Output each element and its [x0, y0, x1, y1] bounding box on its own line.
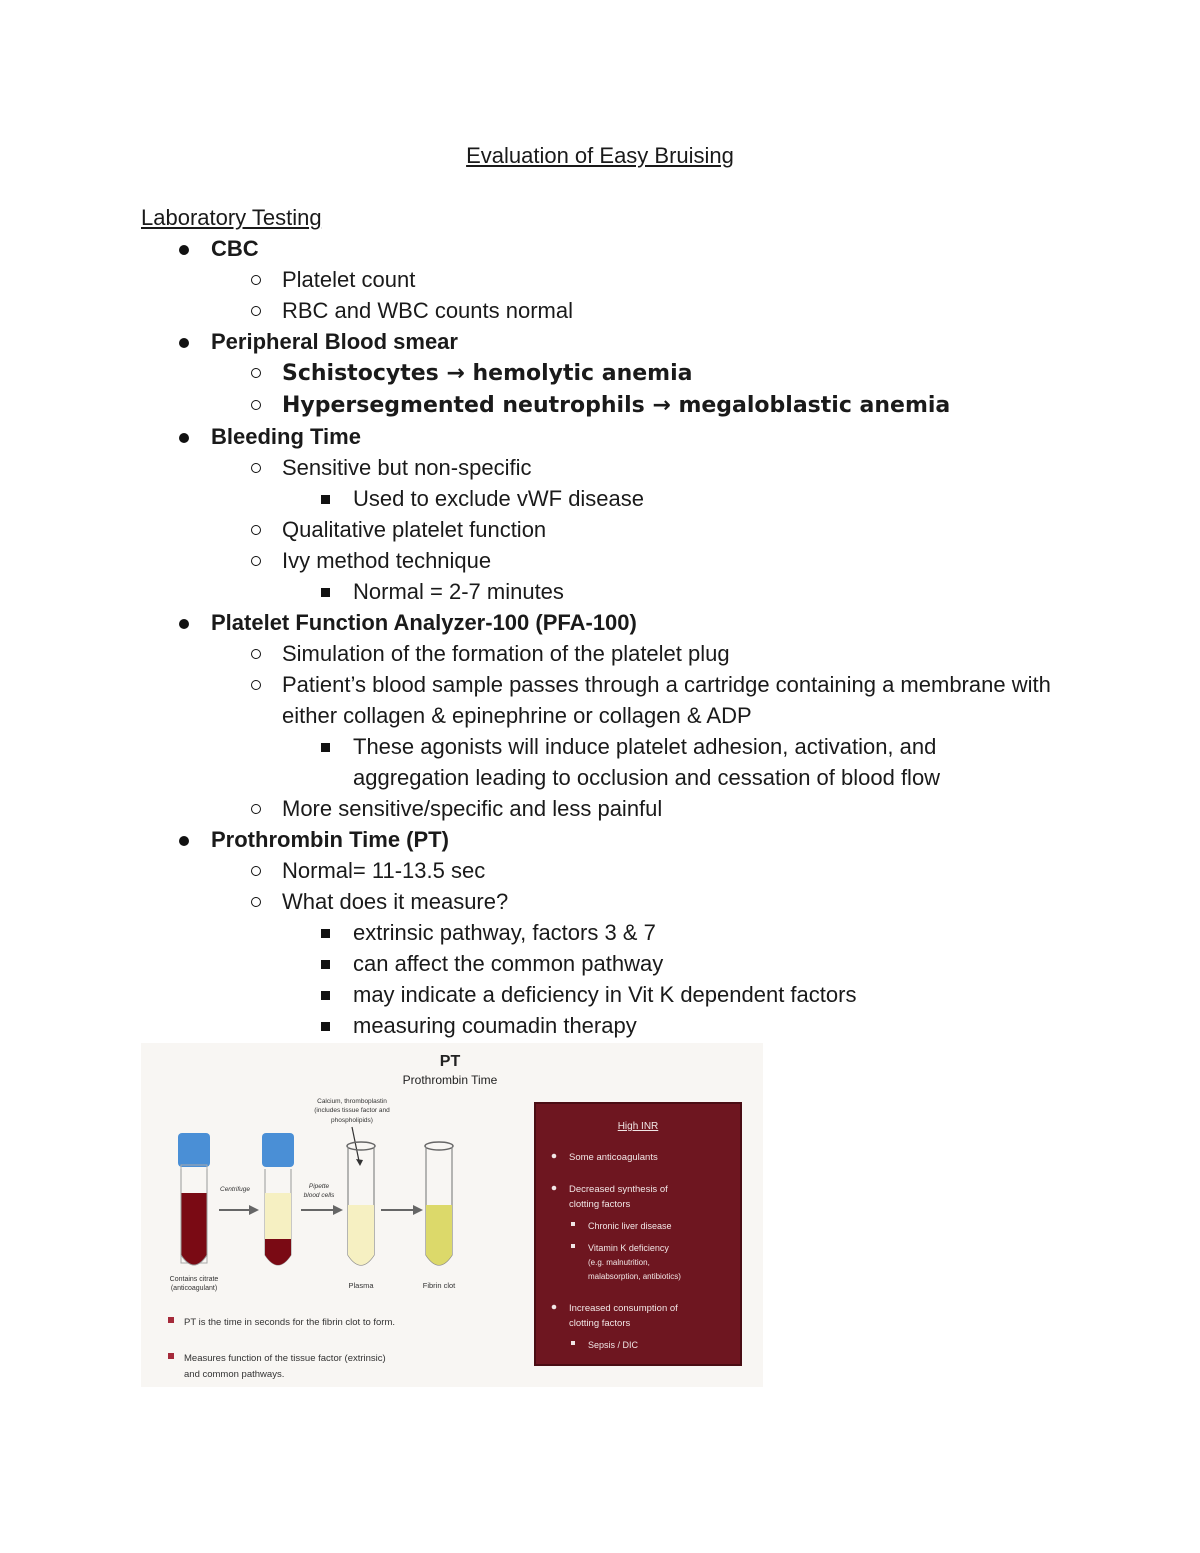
outline-detail: can affect the common pathway	[282, 948, 1200, 979]
pt-figure	[141, 1043, 763, 1387]
outline-subitem	[211, 669, 1072, 793]
box-bullet-icon	[552, 1154, 557, 1159]
outline-item	[0, 326, 1200, 421]
step-label: Centrifuge	[220, 1186, 250, 1193]
box-sub-bullet-icon	[571, 1244, 575, 1248]
arrowhead-icon	[249, 1205, 259, 1215]
outline-detail: Used to exclude vWF disease	[282, 483, 1200, 514]
outline-subitem	[211, 886, 1200, 1041]
figure-note: PT is the time in seconds for the fibrin clot to form.	[184, 1317, 396, 1328]
box-item: Increased consumption of	[569, 1303, 678, 1314]
box-sub-item: (e.g. malnutrition,	[588, 1258, 650, 1267]
note-bullet-icon	[168, 1317, 174, 1323]
prothrombin-time-diagram	[141, 1043, 763, 1387]
outline-item	[0, 824, 1200, 1041]
outline-detail: may indicate a deficiency in Vit K dependent factors	[282, 979, 1200, 1010]
box-item: Some anticoagulants	[569, 1152, 658, 1163]
outline-subitem	[211, 545, 1200, 607]
outline-detail: extrinsic pathway, factors 3 & 7	[282, 917, 1200, 948]
outline-subitem-label: More sensitive/specific and less painful	[282, 796, 663, 821]
outline-detail: Normal = 2-7 minutes	[282, 576, 1200, 607]
outline-subitem	[211, 855, 1200, 886]
outline-item	[0, 233, 1200, 326]
arrowhead-icon	[413, 1205, 423, 1215]
arrowhead-icon	[333, 1205, 343, 1215]
box-sub-item: Vitamin K deficiency	[588, 1243, 669, 1253]
outline-subitem-label: Normal= 11-13.5 sec	[282, 858, 486, 883]
note-bullet-icon	[168, 1353, 174, 1359]
reagent-label: (includes tissue factor and	[314, 1107, 390, 1114]
outline-item	[0, 421, 1200, 607]
outline-detail: These agonists will induce platelet adhesion, activation, and aggregation leading to occlusion and cessation of blood flow	[282, 731, 1053, 793]
box-item: clotting factors	[569, 1318, 631, 1329]
arrowhead-icon	[356, 1159, 363, 1166]
blood-tube-icon	[178, 1133, 210, 1265]
outline-detail: measuring coumadin therapy	[282, 1010, 1200, 1041]
outline-subitem-label: Schistocytes → hemolytic anemia	[282, 361, 693, 386]
section-heading: Laboratory Testing	[141, 205, 322, 230]
reagent-label: Calcium, thromboplastin	[317, 1098, 387, 1105]
step-label: blood cells	[303, 1192, 335, 1199]
outline-item-label: Bleeding Time	[211, 424, 361, 449]
tube-label: Plasma	[348, 1281, 374, 1290]
outline-subitem	[211, 389, 1200, 421]
figure-title: PT	[439, 1053, 461, 1070]
box-heading: High INR	[617, 1121, 659, 1132]
outline-item-label: CBC	[211, 236, 259, 261]
box-item: clotting factors	[569, 1199, 631, 1210]
outline-item	[0, 607, 1200, 824]
document-title: Evaluation of Easy Bruising	[466, 143, 734, 168]
outline-subitem-label: What does it measure?	[282, 889, 509, 914]
high-inr-box	[535, 1103, 741, 1365]
outline-subitem-label: Ivy method technique	[282, 548, 492, 573]
reagent-arrow	[352, 1127, 359, 1161]
outline-subitem	[211, 295, 1200, 326]
reagent-label: phospholipids)	[331, 1117, 373, 1124]
tube-label: Contains citrate	[169, 1276, 219, 1283]
outline-item-label: Peripheral Blood smear	[211, 329, 458, 354]
outline-subitem-label: Qualitative platelet function	[282, 517, 547, 542]
outline-subitem	[211, 452, 1200, 514]
figure-note: and common pathways.	[184, 1369, 285, 1380]
outline-subitem-label: Simulation of the formation of the platelet plug	[282, 641, 730, 666]
outline-subitem-label: Sensitive but non-specific	[282, 455, 532, 480]
box-sub-bullet-icon	[571, 1222, 575, 1226]
outline-subitem	[211, 264, 1200, 295]
outline-subitem	[211, 638, 1200, 669]
centrifuged-tube-icon	[262, 1133, 294, 1265]
step-label: Pipette	[308, 1183, 330, 1190]
figure-note: Measures function of the tissue factor (extrinsic)	[184, 1353, 386, 1364]
outline-item-label: Prothrombin Time (PT)	[211, 827, 449, 852]
outline-subitem-label: Hypersegmented neutrophils → megaloblastic anemia	[282, 393, 951, 418]
box-sub-item: Chronic liver disease	[588, 1221, 672, 1231]
box-item: Decreased synthesis of	[569, 1184, 668, 1195]
box-bullet-icon	[552, 1186, 557, 1191]
box-bullet-icon	[552, 1305, 557, 1310]
laboratory-testing-list	[0, 233, 1200, 1041]
tube-label: (anticoagulant)	[170, 1285, 218, 1292]
outline-item-label: Platelet Function Analyzer-100 (PFA-100)	[211, 610, 637, 635]
box-sub-item: malabsorption, antibiotics)	[588, 1272, 681, 1281]
outline-subitem	[211, 793, 1200, 824]
tube-label: Fibrin clot	[422, 1281, 456, 1290]
outline-subitem	[211, 357, 1200, 389]
outline-subitem-label: RBC and WBC counts normal	[282, 298, 573, 323]
outline-subitem-label: Patient’s blood sample passes through a cartridge containing a membrane with either collagen & epinephrine or collagen & ADP	[282, 672, 1051, 728]
clot-tube-icon	[425, 1142, 453, 1265]
box-sub-item: Sepsis / DIC	[588, 1340, 639, 1350]
outline-subitem	[211, 514, 1200, 545]
outline-subitem-label: Platelet count	[282, 267, 416, 292]
figure-subtitle: Prothrombin Time	[402, 1073, 498, 1087]
box-sub-bullet-icon	[571, 1341, 575, 1345]
